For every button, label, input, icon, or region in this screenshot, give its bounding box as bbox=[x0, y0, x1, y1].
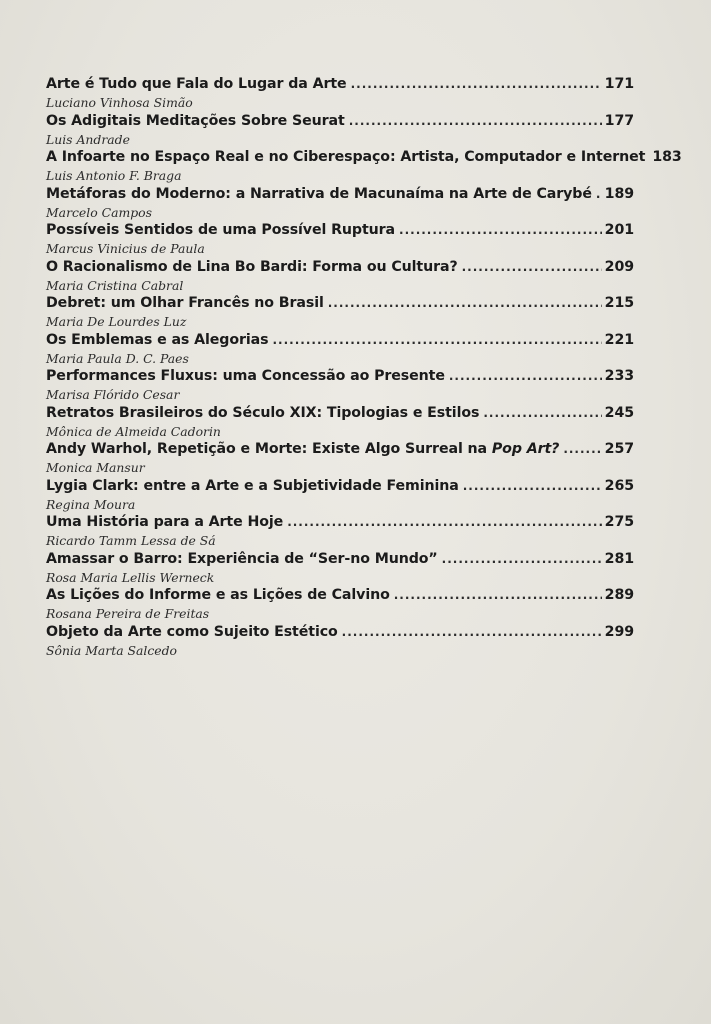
toc-author: Marcelo Campos bbox=[46, 204, 152, 220]
toc-title-row bbox=[46, 587, 634, 606]
toc-author: Marisa Flórido Cesar bbox=[46, 387, 180, 402]
toc-page-number: 275 bbox=[604, 514, 634, 530]
toc-author: Ricardo Tamm Lessa de Sá bbox=[46, 533, 216, 548]
toc-entry bbox=[46, 149, 682, 186]
toc-author: Maria Paula D. C. Paes bbox=[46, 350, 189, 366]
toc-entry bbox=[46, 76, 634, 113]
toc-page-number: 215 bbox=[604, 295, 634, 311]
toc-title: Metáforas do Moderno: a Narrativa de Macunaíma na Arte de Carybé bbox=[46, 185, 592, 202]
toc-entry bbox=[46, 222, 634, 259]
toc-author: Maria Cristina Cabral bbox=[46, 277, 184, 293]
toc-title: Os Adigitais Meditações Sobre Seurat bbox=[46, 112, 345, 129]
dot-leader bbox=[349, 114, 602, 128]
toc-page-number: 289 bbox=[604, 587, 634, 603]
toc-page-number: 257 bbox=[604, 441, 634, 457]
toc-title-row bbox=[46, 149, 682, 168]
toc-author: Mônica de Almeida Cadorin bbox=[46, 423, 221, 439]
toc-title-main: Andy Warhol, Repetição e Morte: Existe Algo Surreal na bbox=[46, 441, 492, 457]
toc-title: Amassar o Barro: Experiência de “Ser-no Mundo” bbox=[46, 550, 438, 567]
toc-page-number: 233 bbox=[604, 368, 634, 384]
toc-title: Arte é Tudo que Fala do Lugar da Arte bbox=[46, 76, 347, 92]
toc-title: Objeto da Arte como Sujeito Estético bbox=[46, 623, 338, 640]
toc-title-row bbox=[46, 368, 634, 387]
toc-title-row bbox=[46, 259, 634, 278]
dot-leader bbox=[483, 406, 601, 420]
dot-leader bbox=[563, 442, 601, 456]
toc-title-row bbox=[46, 405, 634, 424]
dot-leader bbox=[399, 223, 602, 237]
toc-entry bbox=[46, 295, 634, 332]
toc-title-row bbox=[46, 186, 634, 205]
toc-title: Os Emblemas e as Alegorias bbox=[46, 331, 269, 348]
toc-entry bbox=[46, 113, 634, 150]
toc-author: Sônia Marta Salcedo bbox=[46, 642, 178, 658]
toc-title: O Racionalismo de Lina Bo Bardi: Forma ou Cultura? bbox=[46, 258, 458, 275]
dot-leader bbox=[463, 479, 602, 493]
toc-title-row bbox=[46, 222, 634, 241]
dot-leader bbox=[328, 296, 602, 310]
toc-entry bbox=[46, 259, 634, 296]
toc-author: Rosana Pereira de Freitas bbox=[46, 606, 210, 621]
dot-leader bbox=[449, 369, 602, 383]
toc-entry bbox=[46, 368, 634, 405]
toc-entry bbox=[46, 332, 634, 369]
toc-title-row bbox=[46, 76, 634, 95]
dot-leader bbox=[596, 187, 602, 201]
toc-author: Marcus Vinicius de Paula bbox=[46, 241, 205, 256]
toc-title: Retratos Brasileiros do Século XIX: Tipologias e Estilos bbox=[46, 404, 480, 421]
dot-leader bbox=[272, 333, 601, 347]
toc-page-number: 209 bbox=[604, 258, 634, 275]
table-of-contents bbox=[46, 76, 682, 660]
toc-page-number: 177 bbox=[604, 112, 634, 129]
toc-title: A Infoarte no Espaço Real e no Ciberespaço: Artista, Computador e Internet bbox=[46, 149, 646, 165]
toc-title: Performances Fluxus: uma Concessão ao Presente bbox=[46, 368, 445, 384]
toc-page-number: 299 bbox=[604, 623, 634, 640]
toc-page-number: 183 bbox=[652, 149, 682, 165]
toc-page-number: 171 bbox=[604, 76, 634, 92]
toc-entry bbox=[46, 405, 634, 442]
toc-entry bbox=[46, 514, 634, 551]
toc-title: Debret: um Olhar Francês no Brasil bbox=[46, 295, 324, 311]
dot-leader bbox=[351, 77, 602, 91]
toc-title-row bbox=[46, 113, 634, 132]
toc-entry bbox=[46, 441, 634, 478]
toc-page-number: 189 bbox=[604, 185, 634, 202]
toc-title-row bbox=[46, 624, 634, 643]
toc-title-row bbox=[46, 332, 634, 351]
toc-author: Maria De Lourdes Luz bbox=[46, 314, 187, 329]
toc-page-number: 281 bbox=[604, 550, 634, 567]
toc-entry bbox=[46, 587, 634, 624]
toc-page-number: 201 bbox=[604, 222, 634, 238]
toc-entry bbox=[46, 478, 634, 515]
toc-page-number: 245 bbox=[604, 404, 634, 421]
toc-title-row bbox=[46, 551, 634, 570]
toc-title-row bbox=[46, 514, 634, 533]
toc-title-row bbox=[46, 441, 634, 460]
toc-page-number: 221 bbox=[604, 331, 634, 348]
dot-leader bbox=[287, 515, 601, 529]
toc-title: Possíveis Sentidos de uma Possível Ruptura bbox=[46, 222, 396, 238]
toc-author: Luis Antonio F. Braga bbox=[46, 168, 182, 183]
dot-leader bbox=[442, 552, 602, 566]
dot-leader bbox=[342, 625, 602, 639]
toc-entry bbox=[46, 624, 634, 661]
toc-title-row bbox=[46, 295, 634, 314]
toc-title: Uma História para a Arte Hoje bbox=[46, 514, 284, 530]
toc-title-italic: Pop Art? bbox=[491, 441, 560, 457]
toc-author: Luis Andrade bbox=[46, 131, 130, 147]
toc-author: Rosa Maria Lellis Werneck bbox=[46, 569, 215, 585]
dot-leader bbox=[394, 588, 602, 602]
toc-author: Regina Moura bbox=[46, 496, 136, 512]
toc-title bbox=[46, 441, 559, 457]
toc-entry bbox=[46, 551, 634, 588]
toc-title: As Lições do Informe e as Lições de Calvino bbox=[46, 587, 390, 603]
toc-page-number: 265 bbox=[604, 477, 634, 494]
toc-author: Luciano Vinhosa Simão bbox=[46, 95, 193, 110]
dot-leader bbox=[462, 260, 602, 274]
toc-entry bbox=[46, 186, 634, 223]
toc-title: Lygia Clark: entre a Arte e a Subjetividade Feminina bbox=[46, 477, 459, 494]
toc-title-row bbox=[46, 478, 634, 497]
toc-author: Monica Mansur bbox=[46, 460, 145, 475]
